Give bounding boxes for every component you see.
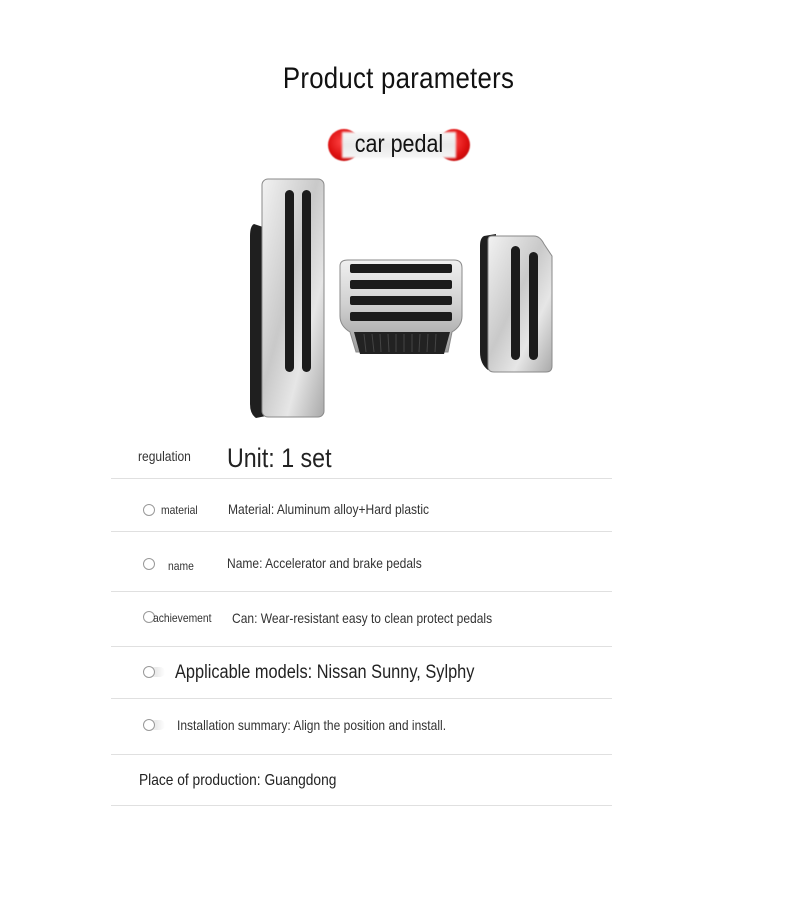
models-toggle[interactable]	[143, 667, 165, 677]
divider	[111, 805, 612, 806]
accelerator-pedal	[250, 179, 324, 418]
divider	[111, 591, 612, 592]
installation-value: Installation summary: Align the position and install.	[177, 717, 447, 733]
material-label: material	[161, 503, 198, 517]
material-radio[interactable]	[143, 504, 155, 516]
car-pedals-image	[236, 176, 566, 426]
divider	[111, 478, 612, 479]
production-value: Place of production: Guangdong	[139, 772, 337, 789]
divider	[111, 531, 612, 532]
divider	[111, 646, 612, 647]
material-value: Material: Aluminum alloy+Hard plastic	[228, 501, 430, 517]
regulation-label: regulation	[138, 448, 191, 464]
badge-label: car pedal	[354, 130, 444, 158]
footrest-pedal	[480, 234, 552, 372]
product-badge	[328, 128, 470, 164]
name-label: name	[168, 559, 194, 573]
unit-value: Unit: 1 set	[227, 443, 332, 473]
page-title: Product parameters	[282, 62, 515, 95]
divider	[111, 754, 612, 755]
installation-toggle[interactable]	[143, 720, 165, 730]
achievement-label: achievement	[153, 611, 212, 625]
achievement-value: Can: Wear-resistant easy to clean protect pedals	[232, 610, 493, 626]
divider	[111, 698, 612, 699]
models-value: Applicable models: Nissan Sunny, Sylphy	[175, 662, 475, 683]
name-radio[interactable]	[143, 558, 155, 570]
brake-pedal	[340, 260, 462, 354]
name-value: Name: Accelerator and brake pedals	[227, 555, 422, 571]
